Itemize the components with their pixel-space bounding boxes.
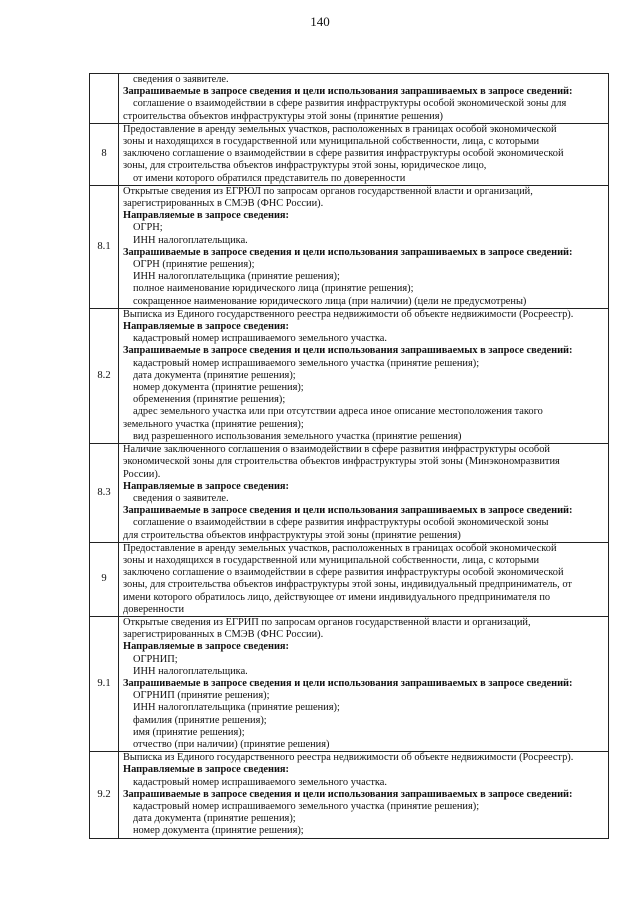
text-line: сокращенное наименование юридического лица (при наличии) (цели не предусмотрены): [133, 295, 527, 307]
text-line: номер документа (принятие решения);: [133, 382, 304, 394]
row-content: [119, 74, 609, 124]
text-line: полное наименование юридического лица (принятие решения);: [133, 283, 414, 295]
text-line: кадастровый номер испрашиваемого земельного участка (принятие решения);: [133, 800, 480, 812]
text-line: ОГРН;: [133, 222, 163, 234]
text-line: Открытые сведения из ЕГРЮЛ по запросам органов государственной власти и организаций,: [123, 185, 533, 197]
text-line: отчество (при наличии) (принятие решения): [133, 738, 330, 750]
text-line: обременения (принятие решения);: [133, 394, 286, 406]
section-heading: Запрашиваемые в запросе сведения и цели использования запрашиваемых в запросе сведений:: [123, 505, 573, 517]
row-content: [119, 185, 609, 308]
text-line: зоны и находящихся в государственной или муниципальной собственности, лица, с которыми: [123, 136, 540, 148]
text-line: ИНН налогоплательщика (принятие решения);: [133, 702, 340, 714]
text-line: зоны, для строительства объектов инфраструктуры этой зоны, юридическое лицо,: [123, 160, 487, 172]
page-number: 140: [310, 14, 330, 29]
text-line: Предоставление в аренду земельных участков, расположенных в границах особой экономической: [123, 542, 557, 554]
text-line: соглашение о взаимодействии в сфере развития инфраструктуры особой экономической зоны: [133, 517, 549, 529]
row-number: [90, 74, 119, 124]
section-heading: Направляемые в запросе сведения:: [123, 480, 290, 492]
text-line: заключено соглашение о взаимодействии в сфере развития инфраструктуры особой экономической: [123, 567, 564, 579]
text-line: зарегистрированных в СМЭВ (ФНС России).: [123, 198, 324, 210]
section-heading: Направляемые в запросе сведения:: [123, 321, 290, 333]
text-line: дата документа (принятие решения);: [133, 813, 296, 825]
section-heading: Запрашиваемые в запросе сведения и цели использования запрашиваемых в запросе сведений:: [123, 246, 573, 258]
section-heading: Направляемые в запросе сведения:: [123, 764, 290, 776]
text-line: ИНН налогоплательщика.: [133, 665, 248, 677]
row-content: [119, 123, 609, 185]
text-line: вид разрешенного использования земельного участка (принятие решения): [133, 430, 462, 442]
text-line: фамилия (принятие решения);: [133, 714, 267, 726]
table-row: [90, 752, 609, 838]
text-line: имя (принятие решения);: [133, 726, 245, 738]
section-heading: Запрашиваемые в запросе сведения и цели использования запрашиваемых в запросе сведений:: [123, 677, 573, 689]
text-line: ИНН налогоплательщика (принятие решения);: [133, 271, 340, 283]
row-number: 9.1: [90, 616, 119, 751]
text-line: кадастровый номер испрашиваемого земельного участка.: [133, 776, 387, 788]
table-row: [90, 444, 609, 543]
text-line: ИНН налогоплательщика.: [133, 234, 248, 246]
text-line: Выписка из Единого государственного реестра недвижимости об объекте недвижимости (Росреестр).: [123, 752, 574, 764]
row-content: [119, 444, 609, 543]
text-line: номер документа (принятие решения);: [133, 825, 304, 837]
text-line: экономической зоны для строительства объектов инфраструктуры этой зоны (Минэкономразвития: [123, 456, 560, 468]
text-line: для строительства объектов инфраструктуры этой зоны (принятие решения): [123, 529, 461, 541]
requirements-table: [89, 73, 609, 839]
row-content: [119, 308, 609, 443]
text-line: Предоставление в аренду земельных участков, расположенных в границах особой экономической: [123, 123, 557, 135]
text-line: заключено соглашение о взаимодействии в сфере развития инфраструктуры особой экономической: [123, 148, 564, 160]
text-line: от имени которого обратился представитель по доверенности: [133, 172, 406, 184]
table-row: [90, 308, 609, 443]
row-content: [119, 616, 609, 751]
section-heading: Направляемые в запросе сведения:: [123, 210, 290, 222]
table-row: [90, 74, 609, 124]
text-line: ОГРНИП;: [133, 653, 178, 665]
text-line: земельного участка (принятие решения);: [123, 418, 304, 430]
table-row: [90, 185, 609, 308]
text-line: имени которого обратилось лицо, действующее от имени индивидуального предпринимателя по: [123, 591, 551, 603]
text-line: дата документа (принятие решения);: [133, 369, 296, 381]
text-line: зоны, для строительства объектов инфраструктуры этой зоны, индивидуальный предприниматель, от: [123, 579, 572, 591]
text-line: России).: [123, 468, 161, 480]
row-number: 9: [90, 542, 119, 616]
row-number: 8.1: [90, 185, 119, 308]
text-line: Выписка из Единого государственного реестра недвижимости об объекте недвижимости (Росреестр).: [123, 308, 574, 320]
row-content: [119, 542, 609, 616]
row-content: [119, 752, 609, 838]
text-line: соглашение о взаимодействии в сфере развития инфраструктуры особой экономической зоны для: [133, 98, 567, 110]
section-heading: Запрашиваемые в запросе сведения и цели использования запрашиваемых в запросе сведений:: [123, 345, 573, 357]
text-line: строительства объектов инфраструктуры этой зоны (принятие решения): [123, 110, 443, 122]
section-heading: Запрашиваемые в запросе сведения и цели использования запрашиваемых в запросе сведений:: [123, 788, 573, 800]
section-heading: Запрашиваемые в запросе сведения и цели использования запрашиваемых в запросе сведений:: [123, 86, 573, 98]
text-line: Открытые сведения из ЕГРИП по запросам органов государственной власти и организаций,: [123, 616, 531, 628]
text-line: кадастровый номер испрашиваемого земельного участка (принятие решения);: [133, 357, 480, 369]
row-number: 8.2: [90, 308, 119, 443]
text-line: адрес земельного участка или при отсутствии адреса иное описание местоположения такого: [133, 406, 543, 418]
table-row: [90, 123, 609, 185]
row-number: 8.3: [90, 444, 119, 543]
row-number: 9.2: [90, 752, 119, 838]
section-heading: Направляемые в запросе сведения:: [123, 641, 290, 653]
text-line: зарегистрированных в СМЭВ (ФНС России).: [123, 629, 324, 641]
text-line: доверенности: [123, 603, 185, 615]
table-body: [90, 74, 609, 839]
text-line: ОГРНИП (принятие решения);: [133, 690, 270, 702]
text-line: сведения о заявителе.: [133, 492, 229, 504]
text-line: ОГРН (принятие решения);: [133, 259, 255, 271]
text-line: сведения о заявителе.: [133, 74, 229, 85]
row-number: 8: [90, 123, 119, 185]
text-line: кадастровый номер испрашиваемого земельного участка.: [133, 333, 387, 345]
table-row: [90, 542, 609, 616]
text-line: зоны и находящихся в государственной или муниципальной собственности, лица, с которыми: [123, 554, 540, 566]
text-line: Наличие заключенного соглашения о взаимодействии в сфере развития инфраструктуры особой: [123, 444, 550, 456]
table-row: [90, 616, 609, 751]
